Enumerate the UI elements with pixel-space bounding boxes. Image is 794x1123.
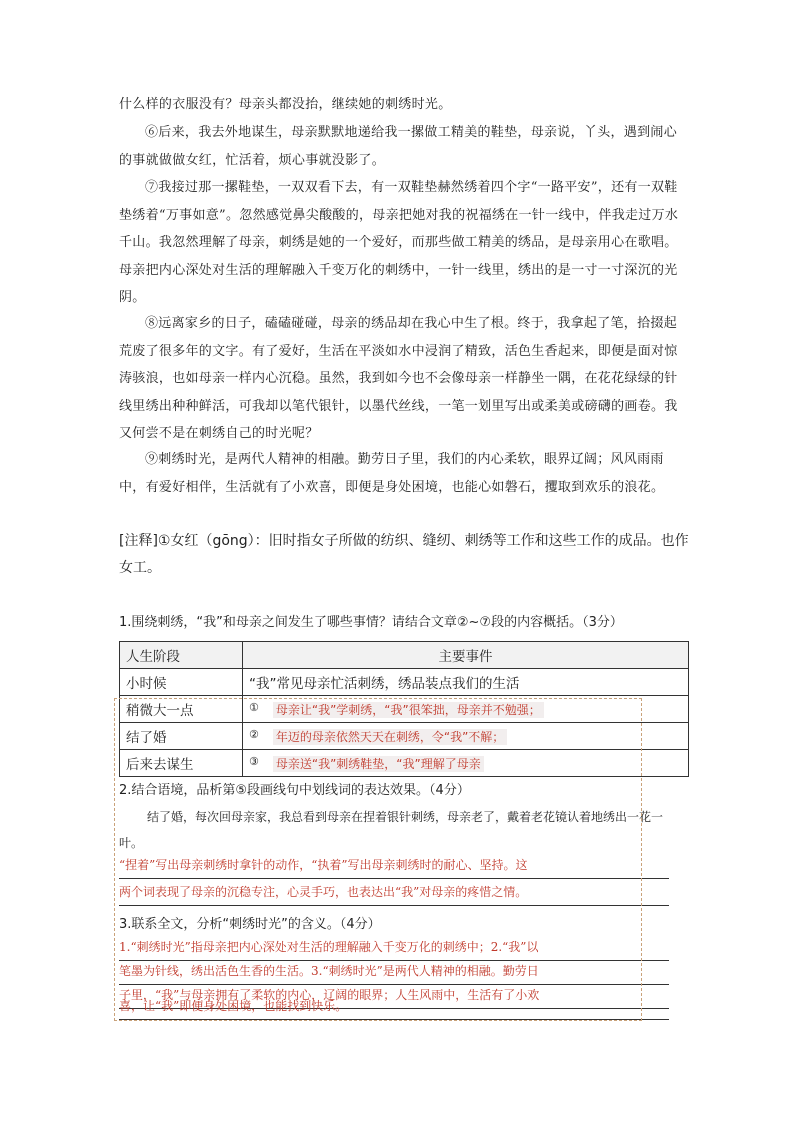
question-3-answer-line: 笔墨为针线，绣出活色生香的生活。3.“刺绣时光”是两代人精神的相融。勤劳日 [119,958,669,985]
question-1-prompt: 1.围绕刺绣，“我”和母亲之间发生了哪些事情？请结合文章②~⑦段的内容概括。（3分） [119,615,623,630]
circled-number: ② [249,727,259,741]
question-2-prompt: 2.结合语境，品析第⑤段画线句中划线词的表达效果。（4分） [119,783,470,798]
answer-text: 母亲送“我”刺绣鞋垫，“我”理解了母亲 [273,756,484,772]
paragraph-8: ⑧远离家乡的日子，磕磕碰碰，母亲的绣品却在我心中生了根。终于，我拿起了笔，拾掇起荒废了很多年的文字。有了爱好，生活在平淡如水中浸润了精致，活色生香起来，即便是面对惊涛骇浪，也如母亲一样内心沉稳。虽然，我到如今也不会像母亲一样静坐一隅，在花花绿绿的针线里绣出种种鲜活，可我却以笔代银针，以墨代丝线，一笔一划里写出或柔美或磅礴的画卷。我又何尝不是在刺绣自己的时光呢？ [119,316,678,441]
header-event: 主要事件 [243,642,689,669]
stage-cell: 小时候 [120,669,243,696]
passage-line-0: 什么样的衣服没有？母亲头都没抬，继续她的刺绣时光。 [119,97,452,112]
circled-number: ③ [249,754,259,768]
paragraph-9: ⑨刺绣时光，是两代人精神的相融。勤劳日子里，我们的内心柔软，眼界辽阔；风风雨雨中，有爱好相伴，生活就有了小欢喜，即便是身处困境，也能心如磐石，攫取到欢乐的浪花。 [119,452,665,495]
table-header-row [120,642,689,669]
event-cell: “我”常见母亲忙活刺绣，绣品装点我们的生活 [243,669,689,696]
stage-cell: 稍微大一点 [120,696,243,723]
question-3-answer-line: 子里，“我”与母亲拥有了柔软的内心，辽阔的眼界；人生风雨中，生活有了小欢 [119,982,669,1009]
question-2-answer-line: 两个词表现了母亲的沉稳专注，心灵手巧，也表达出“我”对母亲的疼惜之情。 [119,879,669,906]
paragraph-7: ⑦我接过那一摞鞋垫，一双双看下去，有一双鞋垫赫然绣着四个字“一路平安”，还有一双鞋垫绣着“万事如意”。忽然感觉鼻尖酸酸的，母亲把她对我的祝福绣在一针一线中，伴我走过万水千山。我忽然理解了母亲，刺绣是她的一个爱好，而那些做工精美的绣品，是母亲用心在歌唱。母亲把内心深处对生活的理解融入千变万化的刺绣中，一针一线里，绣出的是一寸一寸深沉的光阴。 [119,180,679,305]
answer-region-dashed-box [114,698,642,1021]
annotation-note: [注释]①女红（gōng）：旧时指女子所做的纺织、缝纫、刺绣等工作和这些工作的成品。也作女工。 [119,533,689,576]
paragraph-6: ⑥后来，我去外地谋生，母亲默默地递给我一摞做工精美的鞋垫，母亲说，丫头，遇到闹心的事就做做女红，忙活着，烦心事就没影了。 [119,125,678,168]
answer-text: 母亲让“我”学刺绣，“我”很笨拙，母亲并不勉强； [273,702,544,718]
stage-cell: 结了婚 [120,723,243,750]
question-3-answer-line: 喜，让“我”即便身处困境，也能找到快乐。 [119,993,669,1020]
question-3-answer-line: 1.“刺绣时光”指母亲把内心深处对生活的理解融入千变万化的刺绣中；2.“我”以 [119,934,669,961]
stage-cell: 后来去谋生 [120,750,243,777]
table-row [120,669,689,696]
question-2-quote: 结了婚，每次回母亲家，我总看到母亲在捏着银针刺绣，母亲老了，戴着老花镜认着地绣出一花一叶。 [119,810,664,850]
circled-number: ① [249,700,259,714]
question-3-prompt: 3.联系全文，分析“刺绣时光”的含义。（4分） [119,917,381,932]
header-stage: 人生阶段 [120,642,243,669]
question-2-answer-line: “捏着”写出母亲刺绣时拿针的动作，“执着”写出母亲刺绣时的耐心、坚持。这 [119,852,669,879]
answer-text: 年迈的母亲依然天天在刺绣，令“我”不解； [273,729,507,745]
